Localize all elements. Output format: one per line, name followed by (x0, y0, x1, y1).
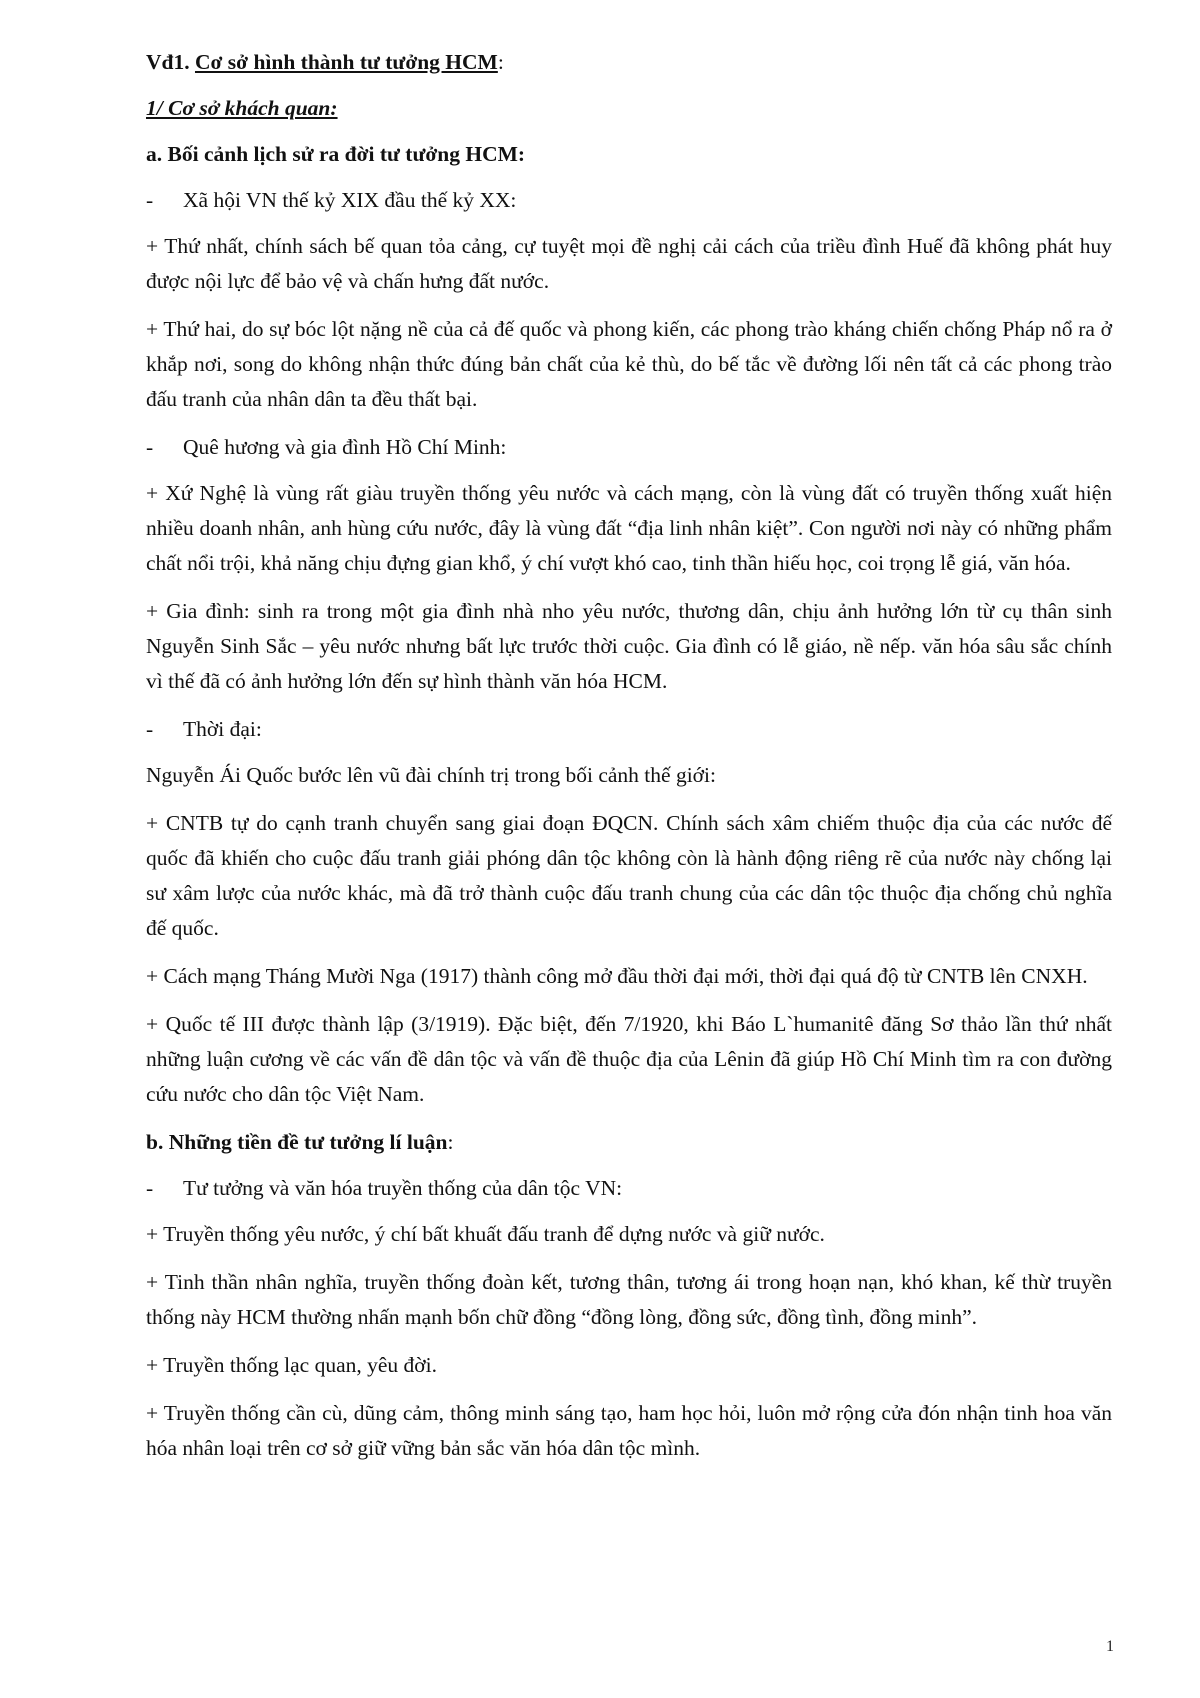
dash-item-2-text: Quê hương và gia đình Hồ Chí Minh: (183, 435, 507, 459)
paragraph-7: + Cách mạng Tháng Mười Nga (1917) thành công mở đầu thời đại mới, thời đại quá độ từ CNTB lên CNXH. (146, 964, 1088, 988)
dash-marker: - (146, 1176, 154, 1200)
dash-item-3 (146, 712, 1112, 747)
paragraph-10: + Tinh thần nhân nghĩa, truyền thống đoàn kết, tương thân, tương ái trong hoạn nạn, khó khan, kế thừ truyền thống này HCM thường nhấn mạnh bốn chữ đồng “đồng lòng, đồng sức, đồng tình, đồng minh”. (146, 1270, 1112, 1329)
subheading-a: a. Bối cảnh lịch sử ra đời tư tưởng HCM: (146, 142, 526, 166)
paragraph-9: + Truyền thống yêu nước, ý chí bất khuất đấu tranh để dựng nước và giữ nước. (146, 1222, 825, 1246)
dash-marker: - (146, 717, 154, 741)
heading-colon: : (497, 50, 504, 74)
dash-item-1-text: Xã hội VN thế kỷ XIX đầu thế kỷ XX: (183, 188, 517, 212)
dash-item-4-text: Tư tưởng và văn hóa truyền thống của dân tộc VN: (183, 1176, 623, 1200)
main-heading (146, 45, 1112, 80)
paragraph-12: + Truyền thống cần cù, dũng cảm, thông minh sáng tạo, ham học hỏi, luôn mở rộng cửa đón nhận tinh hoa văn hóa nhân loại trên cơ sở giữ vững bản sắc văn hóa dân tộc mình. (146, 1401, 1112, 1460)
dash-item-3-text: Thời đại: (183, 717, 262, 741)
dash-marker: - (146, 435, 154, 459)
paragraph-5: Nguyễn Ái Quốc bước lên vũ đài chính trị trong bối cảnh thế giới: (146, 763, 716, 787)
paragraph-4: + Gia đình: sinh ra trong một gia đình nhà nho yêu nước, thương dân, chịu ảnh hưởng lớn từ cụ thân sinh Nguyễn Sinh Sắc – yêu nước nhưng bất lực trước thời cuộc. Gia đình có lễ giáo, nề nếp. văn hóa sâu sắc chính vì thế đã có ảnh hưởng lớn đến sự hình thành văn hóa HCM. (146, 599, 1112, 693)
subheading-b-colon: : (447, 1130, 454, 1154)
paragraph-8: + Quốc tế III được thành lập (3/1919). Đặc biệt, đến 7/1920, khi Báo L`humanitê đăng Sơ thảo lần thứ nhất những luận cương về các vấn đề dân tộc và vấn đề thuộc địa của Lênin đã giúp Hồ Chí Minh tìm ra con đường cứu nước cho dân tộc Việt Nam. (146, 1012, 1112, 1106)
subheading-b-text: b. Những tiền đề tư tưởng lí luận (146, 1130, 448, 1154)
section-heading-1: 1/ Cơ sở khách quan: (146, 96, 338, 120)
dash-item-2 (146, 430, 1112, 465)
page-number: 1 (1106, 1638, 1114, 1655)
dash-item-1 (146, 183, 1112, 218)
paragraph-11: + Truyền thống lạc quan, yêu đời. (146, 1353, 438, 1377)
heading-title: Cơ sở hình thành tư tưởng HCM (194, 50, 498, 74)
dash-marker: - (146, 188, 154, 212)
paragraph-2: + Thứ hai, do sự bóc lột nặng nề của cả đế quốc và phong kiến, các phong trào kháng chiến chống Pháp nổ ra ở khắp nơi, song do không nhận thức đúng bản chất của kẻ thù, do bế tắc về đường lối nên tất cả các phong trào đấu tranh của nhân dân ta đều thất bại. (146, 317, 1112, 411)
dash-item-4 (146, 1171, 1112, 1206)
paragraph-1: + Thứ nhất, chính sách bế quan tỏa cảng, cự tuyệt mọi đề nghị cải cách của triều đình Huế đã không phát huy được nội lực để bảo vệ và chấn hưng đất nước. (146, 234, 1112, 293)
paragraph-6: + CNTB tự do cạnh tranh chuyển sang giai đoạn ĐQCN. Chính sách xâm chiếm thuộc địa của các nước đế quốc đã khiến cho cuộc đấu tranh giải phóng dân tộc không còn là hành động riêng rẽ của nước này chống lại sư xâm lược của nước khác, mà đã trở thành cuộc đấu tranh chung của các dân tộc thuộc địa chống chủ nghĩa đế quốc. (146, 811, 1112, 940)
paragraph-3: + Xứ Nghệ là vùng rất giàu truyền thống yêu nước và cách mạng, còn là vùng đất có truyền thống xuất hiện nhiều doanh nhân, anh hùng cứu nước, đây là vùng đất “địa linh nhân kiệt”. Con người nơi này có những phẩm chất nổi trội, khả năng chịu đựng gian khổ, ý chí vượt khó cao, tinh thần hiếu học, coi trọng lễ giá, văn hóa. (146, 481, 1112, 575)
heading-prefix: Vđ1. (146, 50, 195, 74)
subheading-b (146, 1125, 1112, 1160)
